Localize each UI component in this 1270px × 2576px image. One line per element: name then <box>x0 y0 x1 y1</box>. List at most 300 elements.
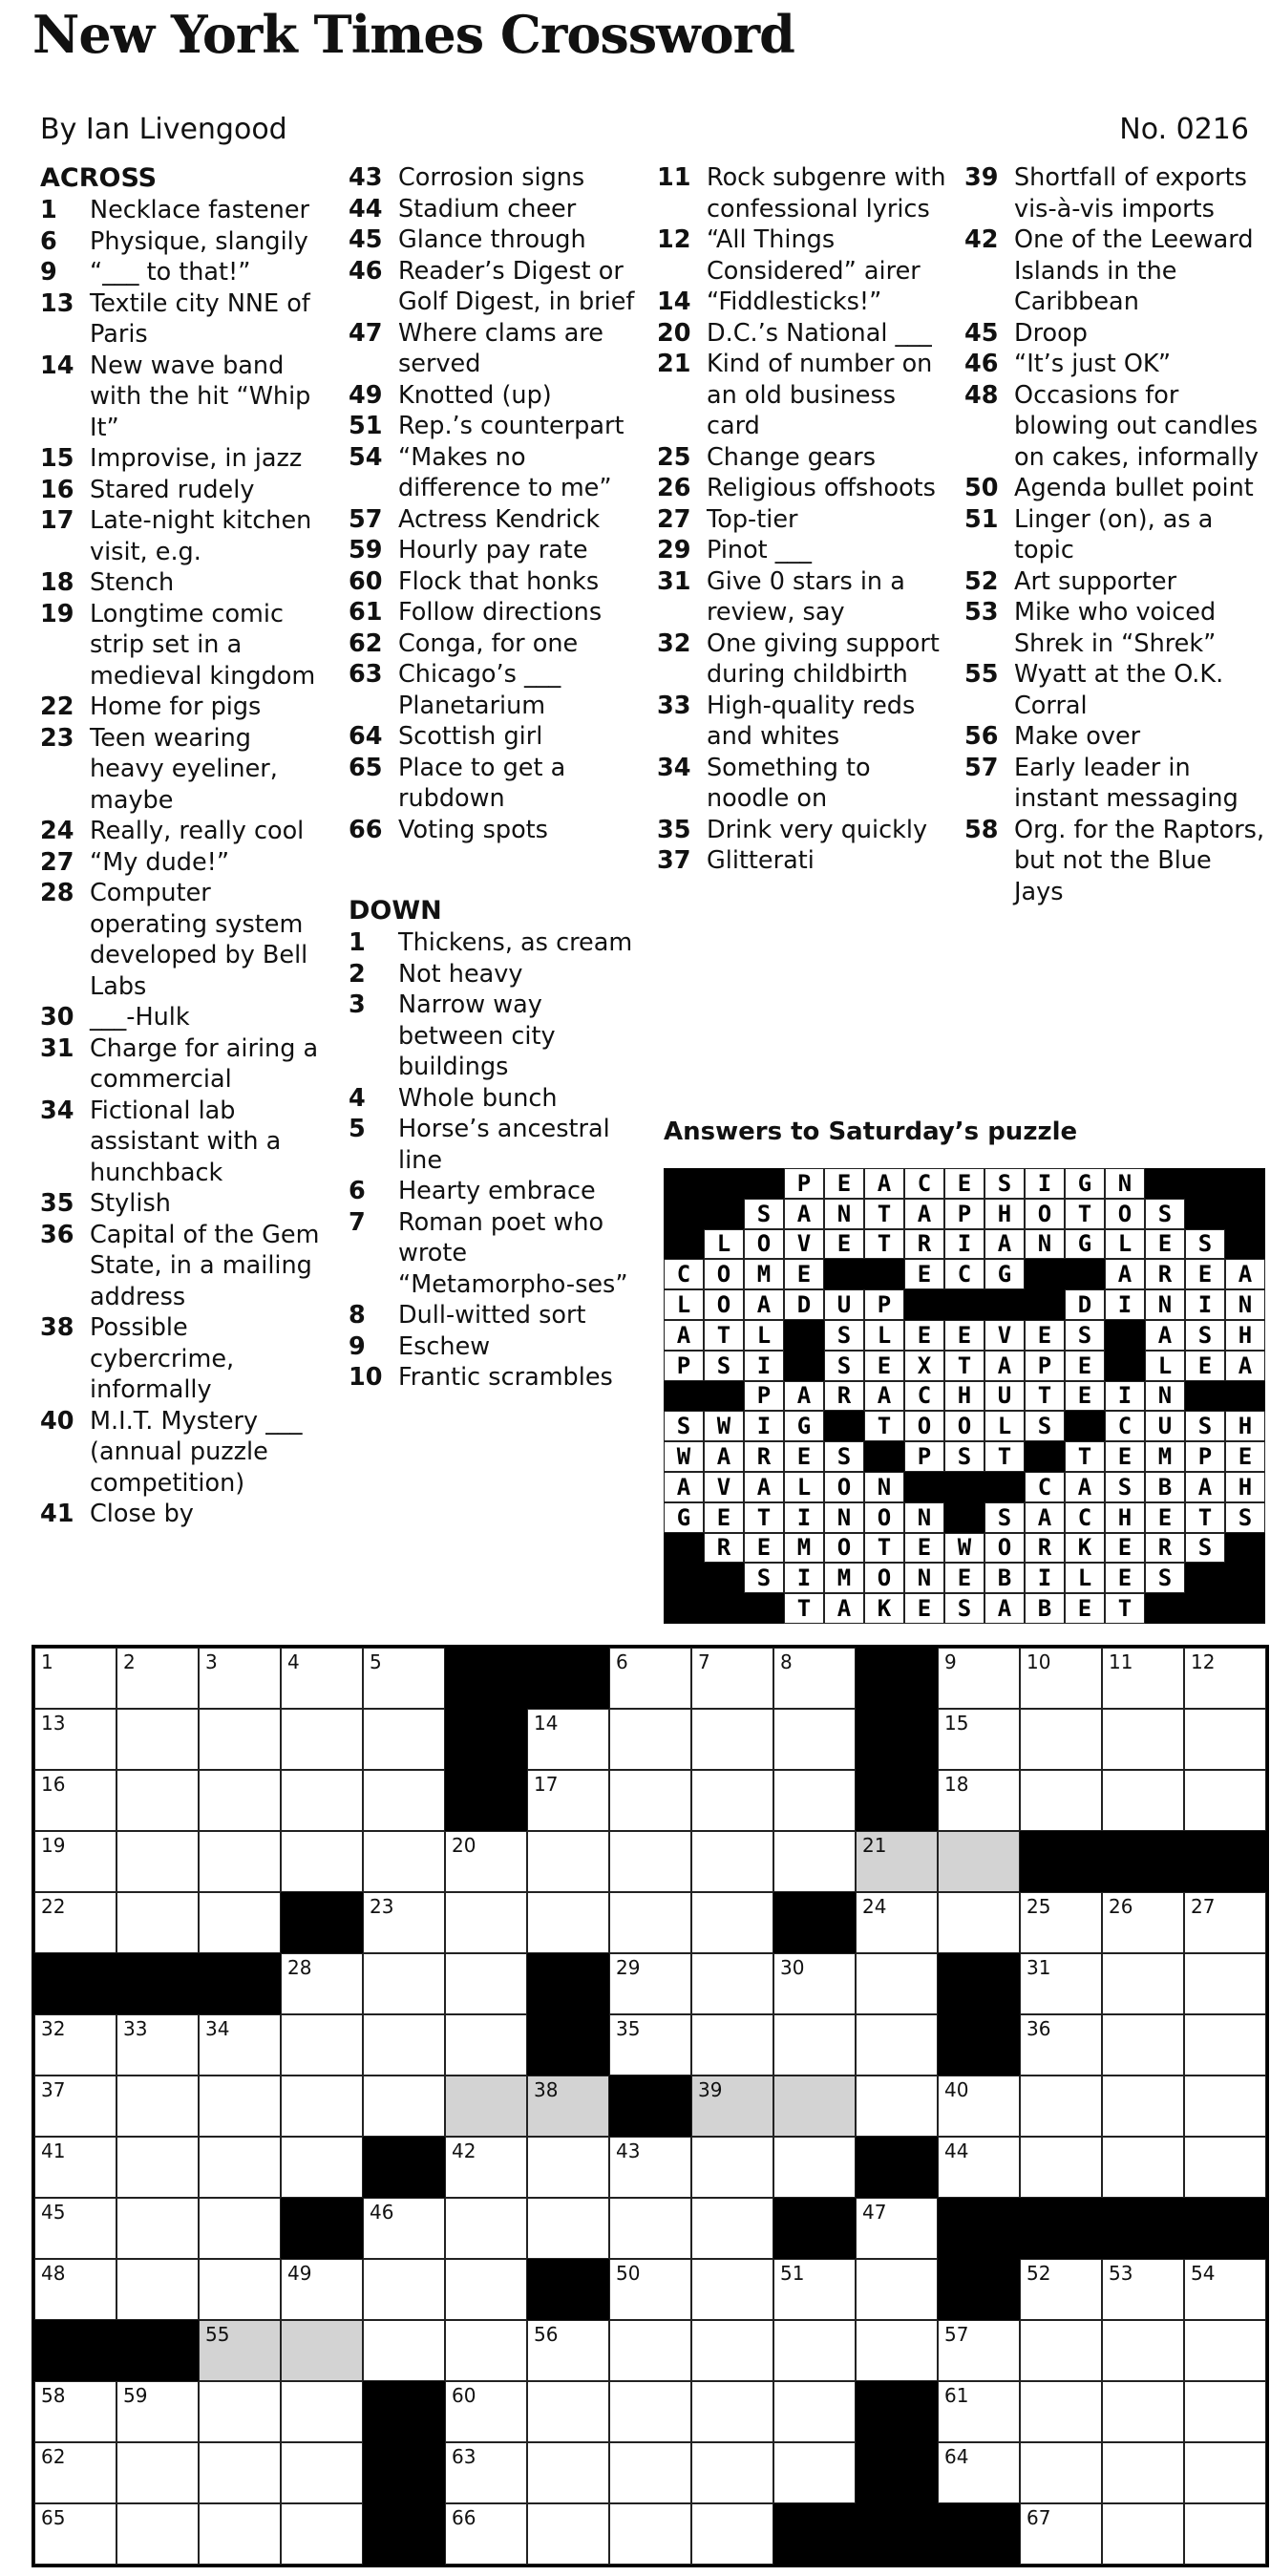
grid-square[interactable] <box>116 2503 199 2565</box>
grid-square[interactable] <box>1184 1770 1266 1831</box>
grid-square[interactable] <box>691 1953 773 2014</box>
clue-item[interactable] <box>657 504 948 536</box>
grid-square[interactable] <box>527 1831 609 1892</box>
grid-square[interactable] <box>938 1709 1020 1770</box>
grid-square[interactable] <box>773 1770 856 1831</box>
grid-square[interactable] <box>445 1831 527 1892</box>
clue-item[interactable] <box>40 816 327 847</box>
grid-square[interactable] <box>199 1892 281 1953</box>
clue-item[interactable] <box>349 597 645 628</box>
grid-square[interactable] <box>34 2381 116 2442</box>
grid-square[interactable] <box>445 2442 527 2503</box>
grid-square[interactable] <box>609 2320 691 2381</box>
answer-cell: N <box>1225 1289 1265 1320</box>
grid-square[interactable] <box>199 1709 281 1770</box>
grid-square[interactable] <box>691 1709 773 1770</box>
answer-cell: L <box>704 1229 744 1260</box>
grid-square[interactable] <box>199 2381 281 2442</box>
grid-square[interactable] <box>1102 2442 1184 2503</box>
square-number: 35 <box>616 2017 641 2040</box>
clue-item[interactable] <box>349 256 645 318</box>
grid-square[interactable] <box>363 1892 445 1953</box>
grid-square[interactable] <box>1020 2137 1102 2198</box>
clue-item[interactable] <box>657 566 948 628</box>
grid-square[interactable] <box>609 2198 691 2259</box>
clue-item[interactable] <box>40 195 327 226</box>
grid-square[interactable] <box>691 2198 773 2259</box>
grid-square[interactable] <box>691 1770 773 1831</box>
clue-item[interactable] <box>657 224 948 287</box>
grid-square[interactable] <box>938 2137 1020 2198</box>
grid-square[interactable] <box>116 1831 199 1892</box>
grid-square[interactable] <box>691 2320 773 2381</box>
grid-square[interactable] <box>445 2503 527 2565</box>
grid-square[interactable] <box>527 2320 609 2381</box>
grid-square[interactable] <box>1102 1709 1184 1770</box>
grid-square[interactable] <box>609 1709 691 1770</box>
grid-square[interactable] <box>609 2503 691 2565</box>
grid-square[interactable] <box>527 1770 609 1831</box>
grid-square[interactable] <box>1020 2381 1102 2442</box>
grid-square[interactable] <box>199 2137 281 2198</box>
grid-square[interactable] <box>116 2442 199 2503</box>
answer-black-cell <box>1185 1199 1225 1229</box>
grid-square[interactable] <box>609 2137 691 2198</box>
clue-item[interactable] <box>657 691 948 753</box>
answer-black-cell <box>1185 1381 1225 1412</box>
clue-item[interactable] <box>40 847 327 879</box>
clue-item[interactable] <box>40 1033 327 1096</box>
grid-square[interactable] <box>609 1831 691 1892</box>
grid-square[interactable] <box>199 2503 281 2565</box>
clue-item[interactable] <box>349 318 645 380</box>
grid-square[interactable] <box>34 2076 116 2137</box>
grid-square[interactable] <box>691 1831 773 1892</box>
grid-square[interactable] <box>527 1892 609 1953</box>
clue-item[interactable] <box>657 628 948 691</box>
grid-square[interactable] <box>116 1709 199 1770</box>
grid-square[interactable] <box>281 2503 363 2565</box>
grid-square[interactable] <box>938 2381 1020 2442</box>
clue-item[interactable] <box>964 659 1265 721</box>
grid-square[interactable] <box>116 2198 199 2259</box>
answer-cell: L <box>864 1320 904 1351</box>
clue-item[interactable] <box>349 721 645 753</box>
clue-item[interactable] <box>349 535 645 566</box>
grid-square[interactable] <box>281 1953 363 2014</box>
grid-square[interactable] <box>1184 2076 1266 2137</box>
clue-item[interactable] <box>40 257 327 288</box>
shaded-square[interactable] <box>281 2320 363 2381</box>
grid-square[interactable] <box>1184 1648 1266 1709</box>
grid-square[interactable] <box>1184 1953 1266 2014</box>
shaded-square[interactable] <box>199 2320 281 2381</box>
grid-square[interactable] <box>938 1892 1020 1953</box>
grid-square[interactable] <box>281 1648 363 1709</box>
grid-square[interactable] <box>1020 1892 1102 1953</box>
clue-item[interactable] <box>349 566 645 598</box>
clue-item[interactable] <box>40 692 327 723</box>
grid-square[interactable] <box>938 1770 1020 1831</box>
grid-square[interactable] <box>199 1831 281 1892</box>
grid-square[interactable] <box>527 2381 609 2442</box>
grid-square[interactable] <box>34 1892 116 1953</box>
clue-item[interactable] <box>40 599 327 692</box>
grid-square[interactable] <box>34 2198 116 2259</box>
clue-item[interactable] <box>349 194 645 225</box>
grid-square[interactable] <box>363 2320 445 2381</box>
grid-square[interactable] <box>1184 2259 1266 2320</box>
grid-square[interactable] <box>1020 1770 1102 1831</box>
grid-square[interactable] <box>1020 2503 1102 2565</box>
grid-square[interactable] <box>445 2198 527 2259</box>
grid-square[interactable] <box>363 2259 445 2320</box>
clue-item[interactable] <box>349 628 645 660</box>
grid-square[interactable] <box>116 2259 199 2320</box>
black-square <box>773 2198 856 2259</box>
clue-item[interactable] <box>349 753 645 815</box>
grid-square[interactable] <box>773 1709 856 1770</box>
grid-square[interactable] <box>527 2137 609 2198</box>
clue-number: 8 <box>349 1301 366 1330</box>
grid-square[interactable] <box>856 2014 938 2076</box>
square-number: 65 <box>41 2506 66 2529</box>
grid-square[interactable] <box>281 2076 363 2137</box>
grid-square[interactable] <box>609 1648 691 1709</box>
answer-cell: S <box>1145 1563 1185 1593</box>
grid-square[interactable] <box>281 1709 363 1770</box>
clue-item[interactable] <box>349 1300 645 1331</box>
grid-square[interactable] <box>445 2259 527 2320</box>
grid-square[interactable] <box>856 2259 938 2320</box>
clue-item[interactable] <box>964 318 1265 350</box>
grid-square[interactable] <box>199 2076 281 2137</box>
grid-square[interactable] <box>691 1892 773 1953</box>
clue-item[interactable] <box>40 878 327 1002</box>
clue-item[interactable] <box>349 411 645 442</box>
grid-square[interactable] <box>1102 1953 1184 2014</box>
clue-item[interactable] <box>40 1499 327 1530</box>
clue-item[interactable] <box>40 1220 327 1313</box>
grid-square[interactable] <box>1020 1709 1102 1770</box>
grid-square[interactable] <box>856 2320 938 2381</box>
shaded-square[interactable] <box>856 1831 938 1892</box>
grid-square[interactable] <box>609 1892 691 1953</box>
grid-square[interactable] <box>1184 2320 1266 2381</box>
clue-item[interactable] <box>657 162 948 224</box>
clue-item[interactable] <box>964 162 1265 224</box>
clue-item[interactable] <box>349 959 645 990</box>
answer-cell: V <box>984 1320 1025 1351</box>
grid-square[interactable] <box>1020 2320 1102 2381</box>
grid-square[interactable] <box>527 2503 609 2565</box>
clue-item[interactable] <box>40 505 327 567</box>
clue-item[interactable] <box>40 1096 327 1189</box>
clue-item[interactable] <box>349 380 645 412</box>
grid-square[interactable] <box>445 2014 527 2076</box>
answer-cell: P <box>1185 1441 1225 1472</box>
grid-square[interactable] <box>691 2137 773 2198</box>
grid-square[interactable] <box>691 2014 773 2076</box>
grid-square[interactable] <box>363 2076 445 2137</box>
clue-item[interactable] <box>40 1312 327 1406</box>
grid-square[interactable] <box>938 2076 1020 2137</box>
grid-square[interactable] <box>34 1770 116 1831</box>
grid-square[interactable] <box>34 2442 116 2503</box>
square-number: 4 <box>287 1650 300 1673</box>
grid-square[interactable] <box>199 1770 281 1831</box>
clue-item[interactable] <box>964 597 1265 659</box>
grid-square[interactable] <box>938 1648 1020 1709</box>
clue-item[interactable] <box>40 351 327 444</box>
clue-item[interactable] <box>349 442 645 504</box>
grid-square[interactable] <box>116 2381 199 2442</box>
grid-square[interactable] <box>773 2259 856 2320</box>
clue-item[interactable] <box>657 535 948 566</box>
clue-item[interactable] <box>349 990 645 1083</box>
clue-item[interactable] <box>349 1176 645 1207</box>
grid-square[interactable] <box>116 2137 199 2198</box>
answer-cell: I <box>784 1502 824 1533</box>
grid-square[interactable] <box>1020 1953 1102 2014</box>
grid-square[interactable] <box>1102 2503 1184 2565</box>
clue-item[interactable] <box>657 287 948 318</box>
answer-cell: S <box>1065 1320 1105 1351</box>
clue-item[interactable] <box>40 475 327 506</box>
clue-item[interactable] <box>40 567 327 599</box>
grid-square[interactable] <box>199 2014 281 2076</box>
grid-square[interactable] <box>281 1770 363 1831</box>
grid-square[interactable] <box>34 2014 116 2076</box>
answer-black-cell <box>824 1411 864 1441</box>
shaded-square[interactable] <box>938 1831 1020 1892</box>
grid-square[interactable] <box>1184 2381 1266 2442</box>
square-number: 19 <box>41 1834 66 1857</box>
answer-black-cell <box>1225 1563 1265 1593</box>
clue-item[interactable] <box>40 226 327 258</box>
clue-item[interactable] <box>349 1114 645 1176</box>
grid-square[interactable] <box>1184 2014 1266 2076</box>
grid-square[interactable] <box>363 2014 445 2076</box>
clue-item[interactable] <box>349 1362 645 1394</box>
grid-square[interactable] <box>1102 1770 1184 1831</box>
clue-item[interactable] <box>349 504 645 536</box>
square-number: 33 <box>123 2017 148 2040</box>
answers-grid <box>664 1168 1265 1624</box>
grid-square[interactable] <box>1184 2503 1266 2565</box>
crossword-grid[interactable] <box>34 1648 1266 2565</box>
grid-square[interactable] <box>1184 1709 1266 1770</box>
grid-square[interactable] <box>363 1831 445 1892</box>
grid-square[interactable] <box>34 2137 116 2198</box>
grid-square[interactable] <box>363 1709 445 1770</box>
grid-square[interactable] <box>34 1648 116 1709</box>
grid-square[interactable] <box>281 2259 363 2320</box>
clue-item[interactable] <box>657 473 948 504</box>
grid-square[interactable] <box>1184 2137 1266 2198</box>
grid-square[interactable] <box>34 2259 116 2320</box>
clue-item[interactable] <box>349 659 645 721</box>
clue-text: Early leader in instant messaging <box>1014 753 1238 813</box>
grid-square[interactable] <box>609 1953 691 2014</box>
clue-item[interactable] <box>657 349 948 442</box>
answer-cell: I <box>784 1563 824 1593</box>
grid-square[interactable] <box>363 1770 445 1831</box>
grid-square[interactable] <box>609 2381 691 2442</box>
grid-square[interactable] <box>116 2076 199 2137</box>
grid-square[interactable] <box>281 2137 363 2198</box>
clue-item[interactable] <box>40 288 327 351</box>
clue-item[interactable] <box>40 723 327 817</box>
grid-square[interactable] <box>609 2259 691 2320</box>
grid-square[interactable] <box>445 2137 527 2198</box>
answer-black-cell <box>664 1381 704 1412</box>
grid-square[interactable] <box>691 2503 773 2565</box>
grid-square[interactable] <box>199 2259 281 2320</box>
grid-square[interactable] <box>281 2442 363 2503</box>
grid-square[interactable] <box>856 2076 938 2137</box>
clue-item[interactable] <box>657 815 948 846</box>
grid-square[interactable] <box>856 2198 938 2259</box>
clue-item[interactable] <box>40 1002 327 1033</box>
grid-square[interactable] <box>609 2442 691 2503</box>
clue-item[interactable] <box>349 162 645 194</box>
clue-item[interactable] <box>657 845 948 877</box>
grid-square[interactable] <box>34 1831 116 1892</box>
clue-number: 24 <box>40 817 74 845</box>
clue-item[interactable] <box>657 318 948 350</box>
grid-square[interactable] <box>1102 2014 1184 2076</box>
grid-square[interactable] <box>938 2320 1020 2381</box>
grid-square[interactable] <box>773 1953 856 2014</box>
grid-square[interactable] <box>1020 2014 1102 2076</box>
answer-cell: N <box>864 1472 904 1502</box>
grid-square[interactable] <box>527 2198 609 2259</box>
shaded-square[interactable] <box>527 2076 609 2137</box>
grid-square[interactable] <box>1102 1892 1184 1953</box>
black-square <box>773 1892 856 1953</box>
grid-square[interactable] <box>1020 1648 1102 1709</box>
answer-black-cell <box>864 1259 904 1289</box>
grid-square[interactable] <box>116 1892 199 1953</box>
clue-item[interactable] <box>349 224 645 256</box>
grid-square[interactable] <box>609 1770 691 1831</box>
grid-square[interactable] <box>199 1648 281 1709</box>
grid-square[interactable] <box>34 1709 116 1770</box>
grid-square[interactable] <box>116 2014 199 2076</box>
grid-square[interactable] <box>363 1648 445 1709</box>
clue-item[interactable] <box>964 504 1265 566</box>
grid-square[interactable] <box>773 1648 856 1709</box>
clue-item[interactable] <box>964 721 1265 753</box>
grid-square[interactable] <box>773 1831 856 1892</box>
grid-square[interactable] <box>856 1953 938 2014</box>
grid-square[interactable] <box>1102 2381 1184 2442</box>
grid-square[interactable] <box>773 2137 856 2198</box>
grid-square[interactable] <box>527 1709 609 1770</box>
clue-text: Make over <box>1014 722 1141 751</box>
clue-item[interactable] <box>964 566 1265 598</box>
clue-item[interactable] <box>657 753 948 815</box>
grid-square[interactable] <box>527 2442 609 2503</box>
clue-item[interactable] <box>964 224 1265 318</box>
clue-item[interactable] <box>40 1188 327 1220</box>
grid-square[interactable] <box>1102 2137 1184 2198</box>
grid-square[interactable] <box>363 1953 445 2014</box>
grid-square[interactable] <box>445 1953 527 2014</box>
grid-square[interactable] <box>445 1892 527 1953</box>
grid-square[interactable] <box>856 1892 938 1953</box>
clue-item[interactable] <box>964 380 1265 474</box>
clue-item[interactable] <box>964 815 1265 908</box>
answer-black-cell <box>1225 1168 1265 1199</box>
grid-square[interactable] <box>445 2320 527 2381</box>
grid-square[interactable] <box>691 2381 773 2442</box>
grid-square[interactable] <box>34 2503 116 2565</box>
grid-square[interactable] <box>1102 2320 1184 2381</box>
clue-number: 45 <box>349 225 383 254</box>
answer-black-cell <box>1145 1593 1185 1624</box>
clue-item[interactable] <box>964 753 1265 815</box>
answer-cell: K <box>864 1593 904 1624</box>
grid-square[interactable] <box>116 1770 199 1831</box>
grid-square[interactable] <box>281 1831 363 1892</box>
clue-item[interactable] <box>349 815 645 846</box>
grid-square[interactable] <box>281 2381 363 2442</box>
grid-square[interactable] <box>1102 2076 1184 2137</box>
clue-item[interactable] <box>964 349 1265 380</box>
grid-square[interactable] <box>691 2442 773 2503</box>
clue-item[interactable] <box>349 1207 645 1301</box>
grid-square[interactable] <box>773 2014 856 2076</box>
grid-square[interactable] <box>1020 2076 1102 2137</box>
shaded-square[interactable] <box>691 2076 773 2137</box>
clue-item[interactable] <box>349 1083 645 1115</box>
grid-square[interactable] <box>773 2442 856 2503</box>
clue-item[interactable] <box>40 1406 327 1500</box>
grid-square[interactable] <box>199 2198 281 2259</box>
clue-item[interactable] <box>349 1331 645 1363</box>
grid-square[interactable] <box>363 2198 445 2259</box>
clue-item[interactable] <box>964 473 1265 504</box>
shaded-square[interactable] <box>773 2076 856 2137</box>
grid-square[interactable] <box>691 1648 773 1709</box>
grid-square[interactable] <box>691 2259 773 2320</box>
grid-square[interactable] <box>609 2014 691 2076</box>
grid-square[interactable] <box>445 2381 527 2442</box>
answer-cell: A <box>784 1381 824 1412</box>
grid-square[interactable] <box>1102 2259 1184 2320</box>
grid-square[interactable] <box>281 2014 363 2076</box>
grid-square[interactable] <box>116 1648 199 1709</box>
clue-item[interactable] <box>349 927 645 959</box>
shaded-square[interactable] <box>445 2076 527 2137</box>
clue-item[interactable] <box>657 442 948 474</box>
answer-cell: E <box>1185 1351 1225 1381</box>
clue-number: 21 <box>657 350 691 378</box>
grid-square[interactable] <box>773 2381 856 2442</box>
grid-square[interactable] <box>199 2442 281 2503</box>
grid-square[interactable] <box>938 2442 1020 2503</box>
clue-item[interactable] <box>40 443 327 475</box>
grid-square[interactable] <box>1020 2442 1102 2503</box>
grid-square[interactable] <box>1102 1648 1184 1709</box>
answer-cell: E <box>1065 1381 1105 1412</box>
grid-square[interactable] <box>773 2320 856 2381</box>
grid-square[interactable] <box>1020 2259 1102 2320</box>
grid-square[interactable] <box>1184 1892 1266 1953</box>
grid-square[interactable] <box>1184 2442 1266 2503</box>
